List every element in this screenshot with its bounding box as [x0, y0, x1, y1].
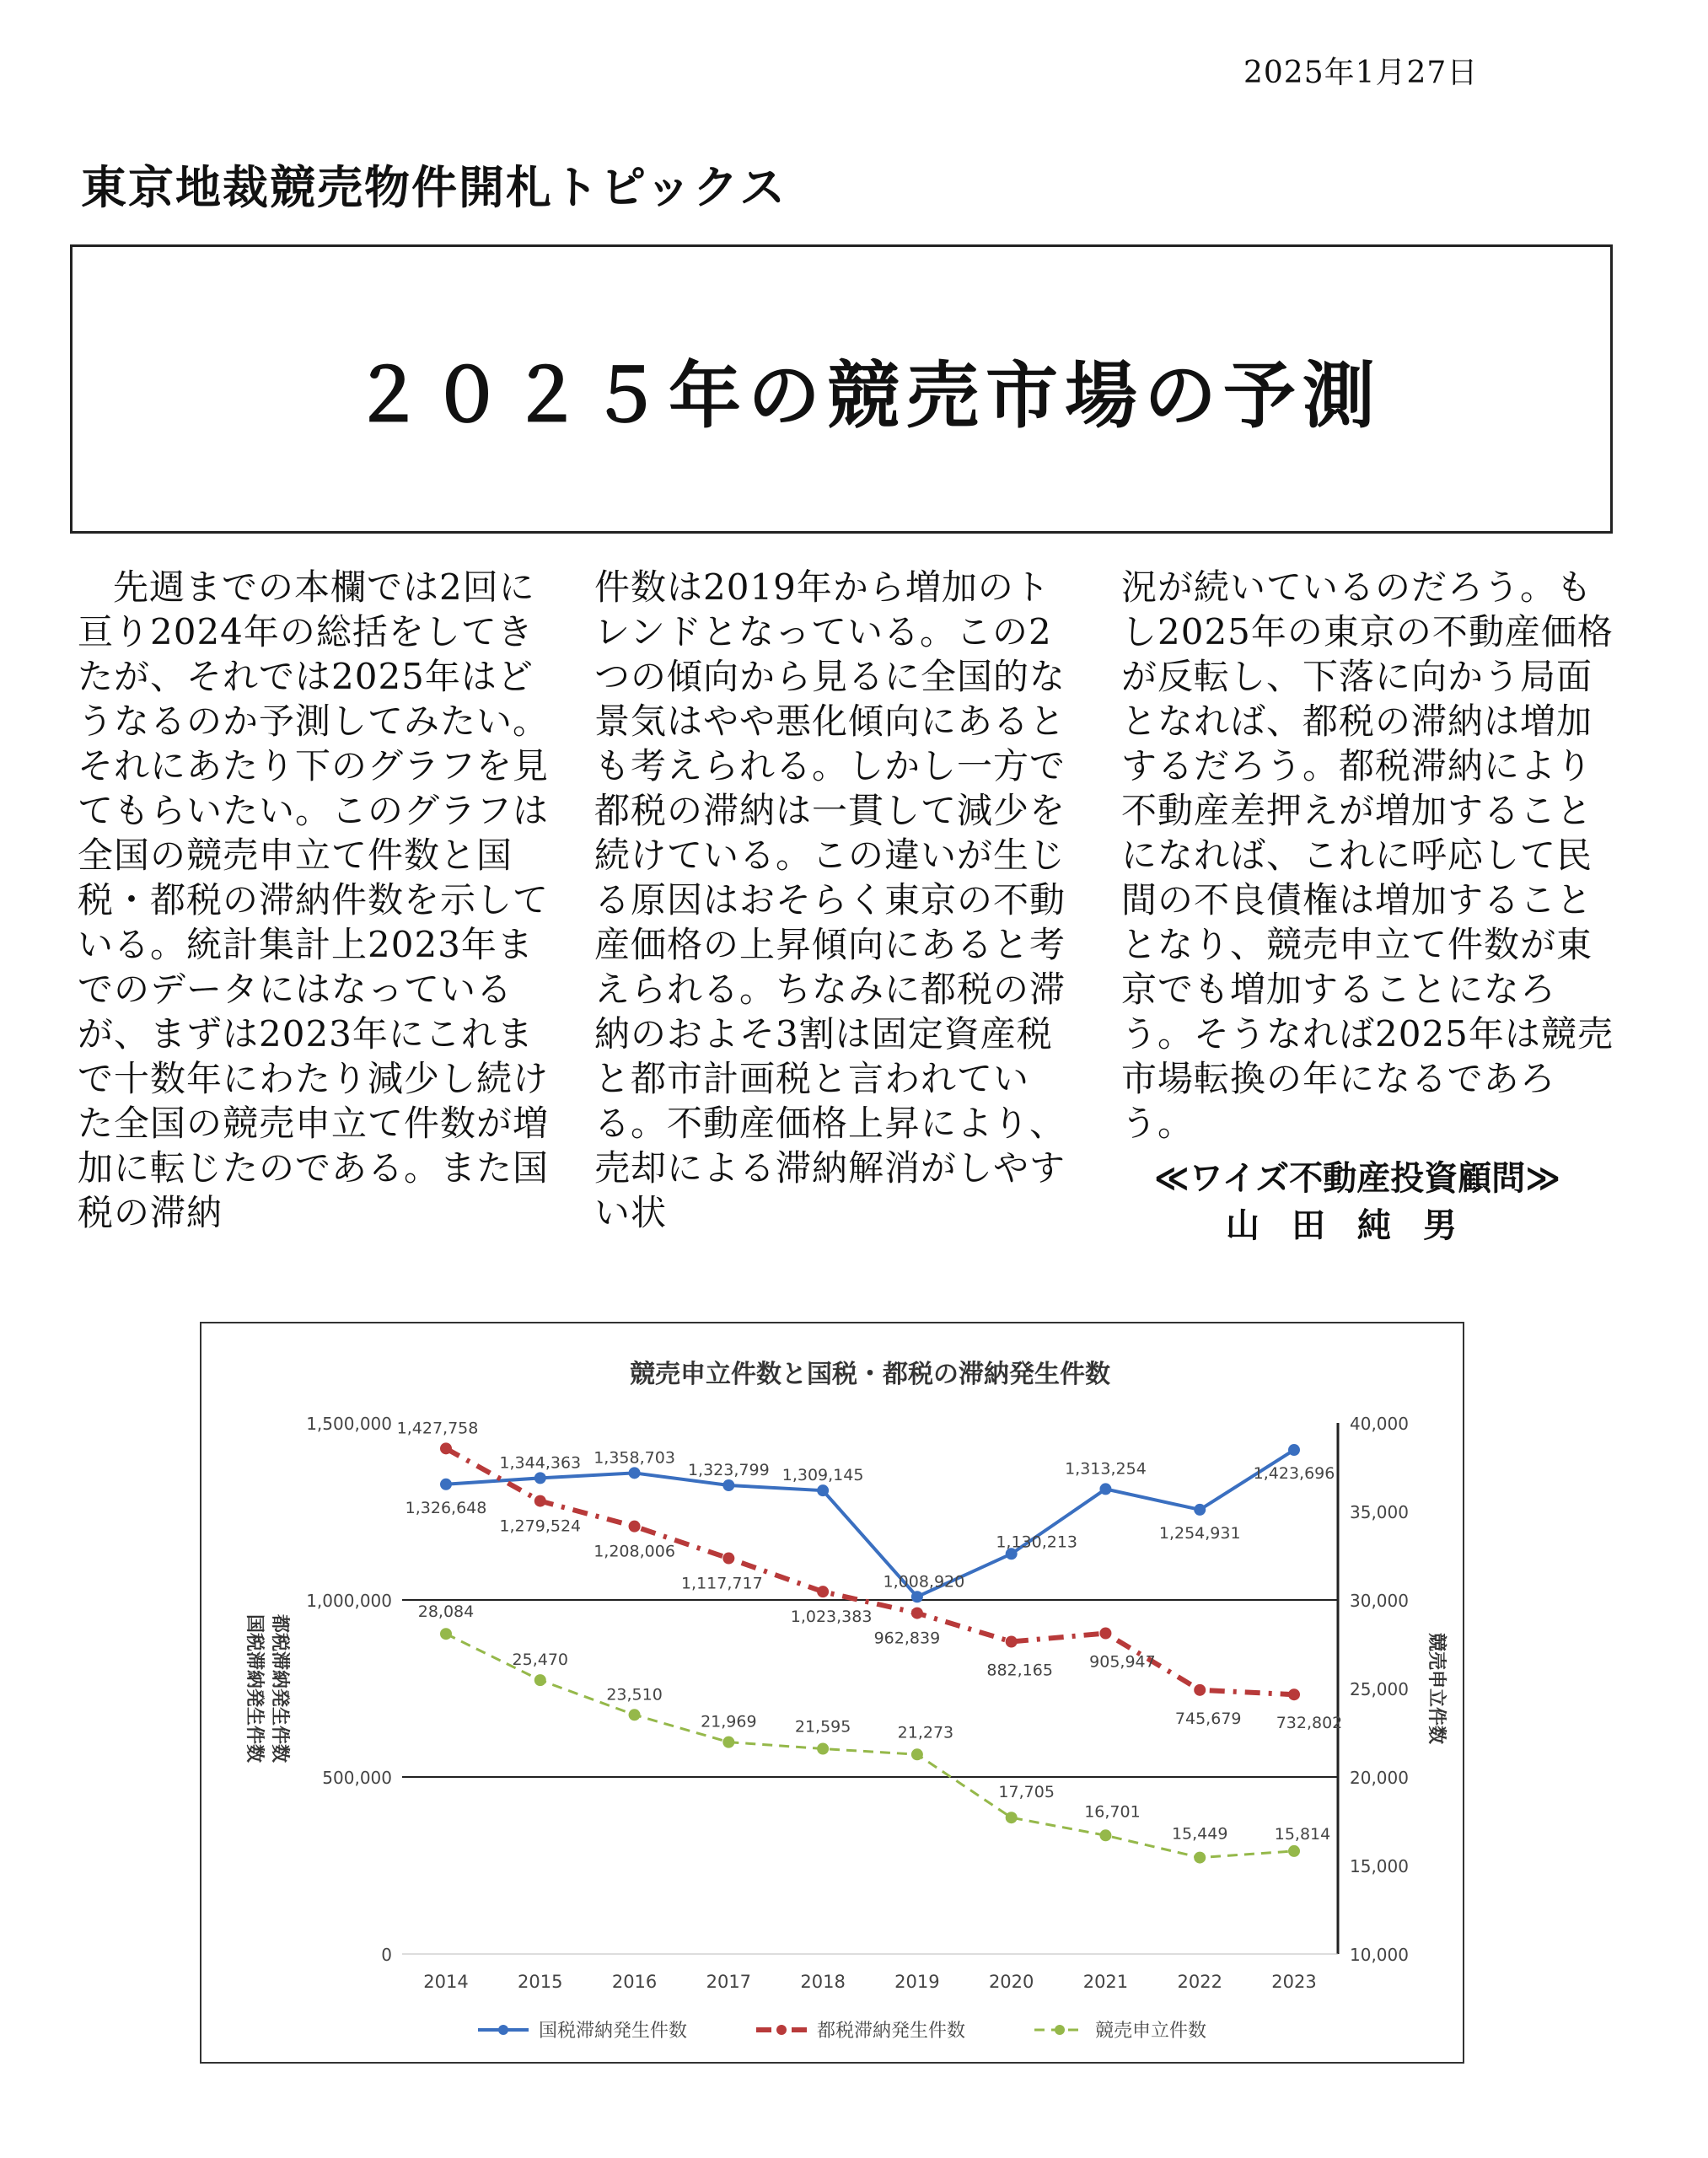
byline-org: ≪ワイズ不動産投資顧問≫: [1153, 1159, 1561, 1198]
series-title: 東京地裁競売物件開札トピックス: [81, 161, 787, 214]
legend-entry: 競売申立件数: [1095, 2021, 1207, 2042]
x-tick-label: 2019: [894, 1972, 940, 1992]
data-label: 962,839: [873, 1629, 941, 1648]
publication-date: 2025年1月27日: [1243, 56, 1479, 90]
data-label: 745,679: [1174, 1709, 1242, 1728]
data-point: [440, 1628, 452, 1640]
data-label: 1,008,920: [883, 1572, 965, 1592]
data-label: 882,165: [986, 1661, 1053, 1680]
data-label: 1,427,758: [396, 1419, 479, 1438]
x-tick-label: 2015: [518, 1972, 563, 1992]
data-label: 1,279,524: [499, 1517, 582, 1536]
data-point: [722, 1737, 734, 1748]
y-right-tick-label: 35,000: [1350, 1502, 1409, 1522]
x-tick-label: 2016: [611, 1972, 658, 1992]
data-point: [911, 1591, 923, 1602]
y-left-tick-label: 500,000: [322, 1768, 392, 1788]
data-point: [817, 1743, 829, 1755]
y-right-tick-label: 40,000: [1350, 1414, 1409, 1434]
data-label: 1,023,383: [790, 1608, 873, 1627]
data-label: 21,595: [794, 1717, 851, 1737]
data-point: [1288, 1845, 1300, 1857]
y-right-tick-label: 30,000: [1350, 1591, 1409, 1611]
data-point: [1194, 1504, 1206, 1516]
data-point: [722, 1479, 734, 1491]
article-paragraph: 先週までの本欄では2回に亘り2024年の総括をしてきたが、それでは2025年はどうなるのか予測してみたい。それにあたり下のグラフを見てもらいたい。このグラフは全国の競売申立て件数と国税・都税の滞納件数を示している。統計集計上2023年までのデータにはなっているが、まずは2023年にこれまで十数年にわたり減少し続けた全国の競売申立て件数が増加に転じたのである。また国税の滞納: [78, 566, 550, 1233]
data-point: [1288, 1688, 1300, 1700]
x-tick-label: 2020: [988, 1972, 1034, 1992]
byline-name: 山田純男: [1226, 1206, 1489, 1245]
data-label: 25,470: [512, 1651, 569, 1670]
x-tick-label: 2023: [1271, 1972, 1317, 1992]
data-point: [817, 1586, 829, 1597]
y-left-axis-title: 都税滞納発生件数: [269, 1613, 290, 1763]
data-label: 1,326,648: [405, 1498, 487, 1517]
article-column-2: [594, 565, 1079, 1235]
data-label: 1,423,696: [1253, 1464, 1335, 1484]
data-point: [1099, 1628, 1111, 1640]
byline: [1121, 1155, 1593, 1249]
article-paragraph: 況が続いているのだろう。もし2025年の東京の不動産価格が反転し、下落に向かう局面となれば、都税の滞納は増加するだろう。都税滞納により不動産差押えが増加することになれば、これに呼応して民間の不良債権は増加することとなり、競売申立て件数が東京でも増加することになろう。そうなれば2025年は競売市場転換の年になるであろう。: [1121, 566, 1614, 1144]
line-chart: [200, 1322, 1464, 2064]
data-label: 1,358,703: [594, 1448, 675, 1468]
data-label: 15,449: [1171, 1824, 1228, 1844]
data-point: [1099, 1483, 1111, 1495]
y-right-tick-label: 10,000: [1350, 1945, 1409, 1965]
data-label: 23,510: [606, 1685, 663, 1704]
data-label: 1,254,931: [1158, 1523, 1241, 1543]
data-label: 905,947: [1089, 1652, 1156, 1672]
data-point: [629, 1521, 641, 1533]
article-paragraph: 件数は2019年から増加のトレンドとなっている。この2つの傾向から見るに全国的な景気はやや悪化傾向にあるとも考えられる。しかし一方で都税の滞納は一貫して減少を続けている。この違いが生じる原因はおそらく東京の不動産価格の上昇傾向にあると考えられる。ちなみに都税の滞納のおよそ3割は固定資産税と都市計画税と言われている。不動産価格上昇により、売却による滞納解消がしやすい状: [594, 566, 1066, 1233]
y-left-axis-title: 国税滞納発生件数: [244, 1613, 265, 1763]
data-point: [1006, 1635, 1018, 1647]
data-label: 732,802: [1276, 1714, 1343, 1733]
data-point: [1194, 1684, 1206, 1696]
x-tick-label: 2021: [1082, 1972, 1129, 1992]
data-point: [1288, 1444, 1300, 1456]
data-point: [911, 1608, 923, 1619]
data-label: 16,701: [1084, 1802, 1141, 1822]
data-label: 1,313,254: [1065, 1459, 1147, 1479]
data-point: [1194, 1852, 1206, 1864]
data-label: 1,130,213: [996, 1533, 1078, 1552]
data-point: [817, 1484, 829, 1496]
legend-entry: 国税滞納発生件数: [539, 2021, 688, 2042]
data-point: [440, 1442, 452, 1454]
x-tick-label: 2018: [800, 1972, 846, 1992]
data-label: 1,323,799: [687, 1461, 770, 1480]
legend-entry: 都税滞納発生件数: [817, 2021, 966, 2042]
data-point: [629, 1709, 641, 1720]
data-label: 21,273: [897, 1723, 954, 1742]
article-column-1: [78, 565, 558, 1235]
y-right-axis-title: 競売申立件数: [1426, 1632, 1447, 1745]
y-left-tick-label: 1,500,000: [306, 1414, 392, 1434]
data-point: [1006, 1812, 1018, 1823]
y-left-tick-label: 0: [381, 1945, 392, 1965]
data-label: 1,344,363: [499, 1453, 582, 1473]
chart-frame: [200, 1322, 1464, 2064]
data-point: [629, 1467, 641, 1479]
x-tick-label: 2022: [1177, 1972, 1222, 1992]
data-label: 28,084: [417, 1602, 475, 1622]
headline: ２０２５年の競売市場の予測: [352, 353, 1382, 438]
data-label: 17,705: [998, 1783, 1055, 1802]
data-point: [440, 1479, 452, 1490]
legend-marker: [776, 2025, 787, 2035]
data-label: 21,969: [701, 1712, 757, 1731]
data-point: [534, 1674, 546, 1686]
y-right-tick-label: 15,000: [1350, 1856, 1409, 1876]
data-point: [534, 1495, 546, 1507]
data-label: 1,117,717: [680, 1574, 763, 1593]
legend-marker: [1055, 2025, 1065, 2035]
article-column-3: [1121, 565, 1619, 1146]
y-right-tick-label: 20,000: [1350, 1768, 1409, 1788]
data-point: [534, 1472, 546, 1484]
x-tick-label: 2014: [423, 1972, 469, 1992]
y-left-tick-label: 1,000,000: [306, 1591, 392, 1611]
x-tick-label: 2017: [706, 1972, 752, 1992]
data-label: 1,309,145: [781, 1466, 864, 1485]
headline-box: [70, 244, 1613, 534]
data-point: [722, 1553, 734, 1565]
y-right-tick-label: 25,000: [1350, 1679, 1409, 1699]
legend-marker: [498, 2025, 508, 2035]
data-point: [911, 1748, 923, 1760]
data-label: 1,208,006: [594, 1542, 675, 1561]
data-point: [1099, 1829, 1111, 1841]
data-label: 15,814: [1274, 1824, 1331, 1844]
chart-title: 競売申立件数と国税・都税の滞納発生件数: [630, 1360, 1110, 1389]
